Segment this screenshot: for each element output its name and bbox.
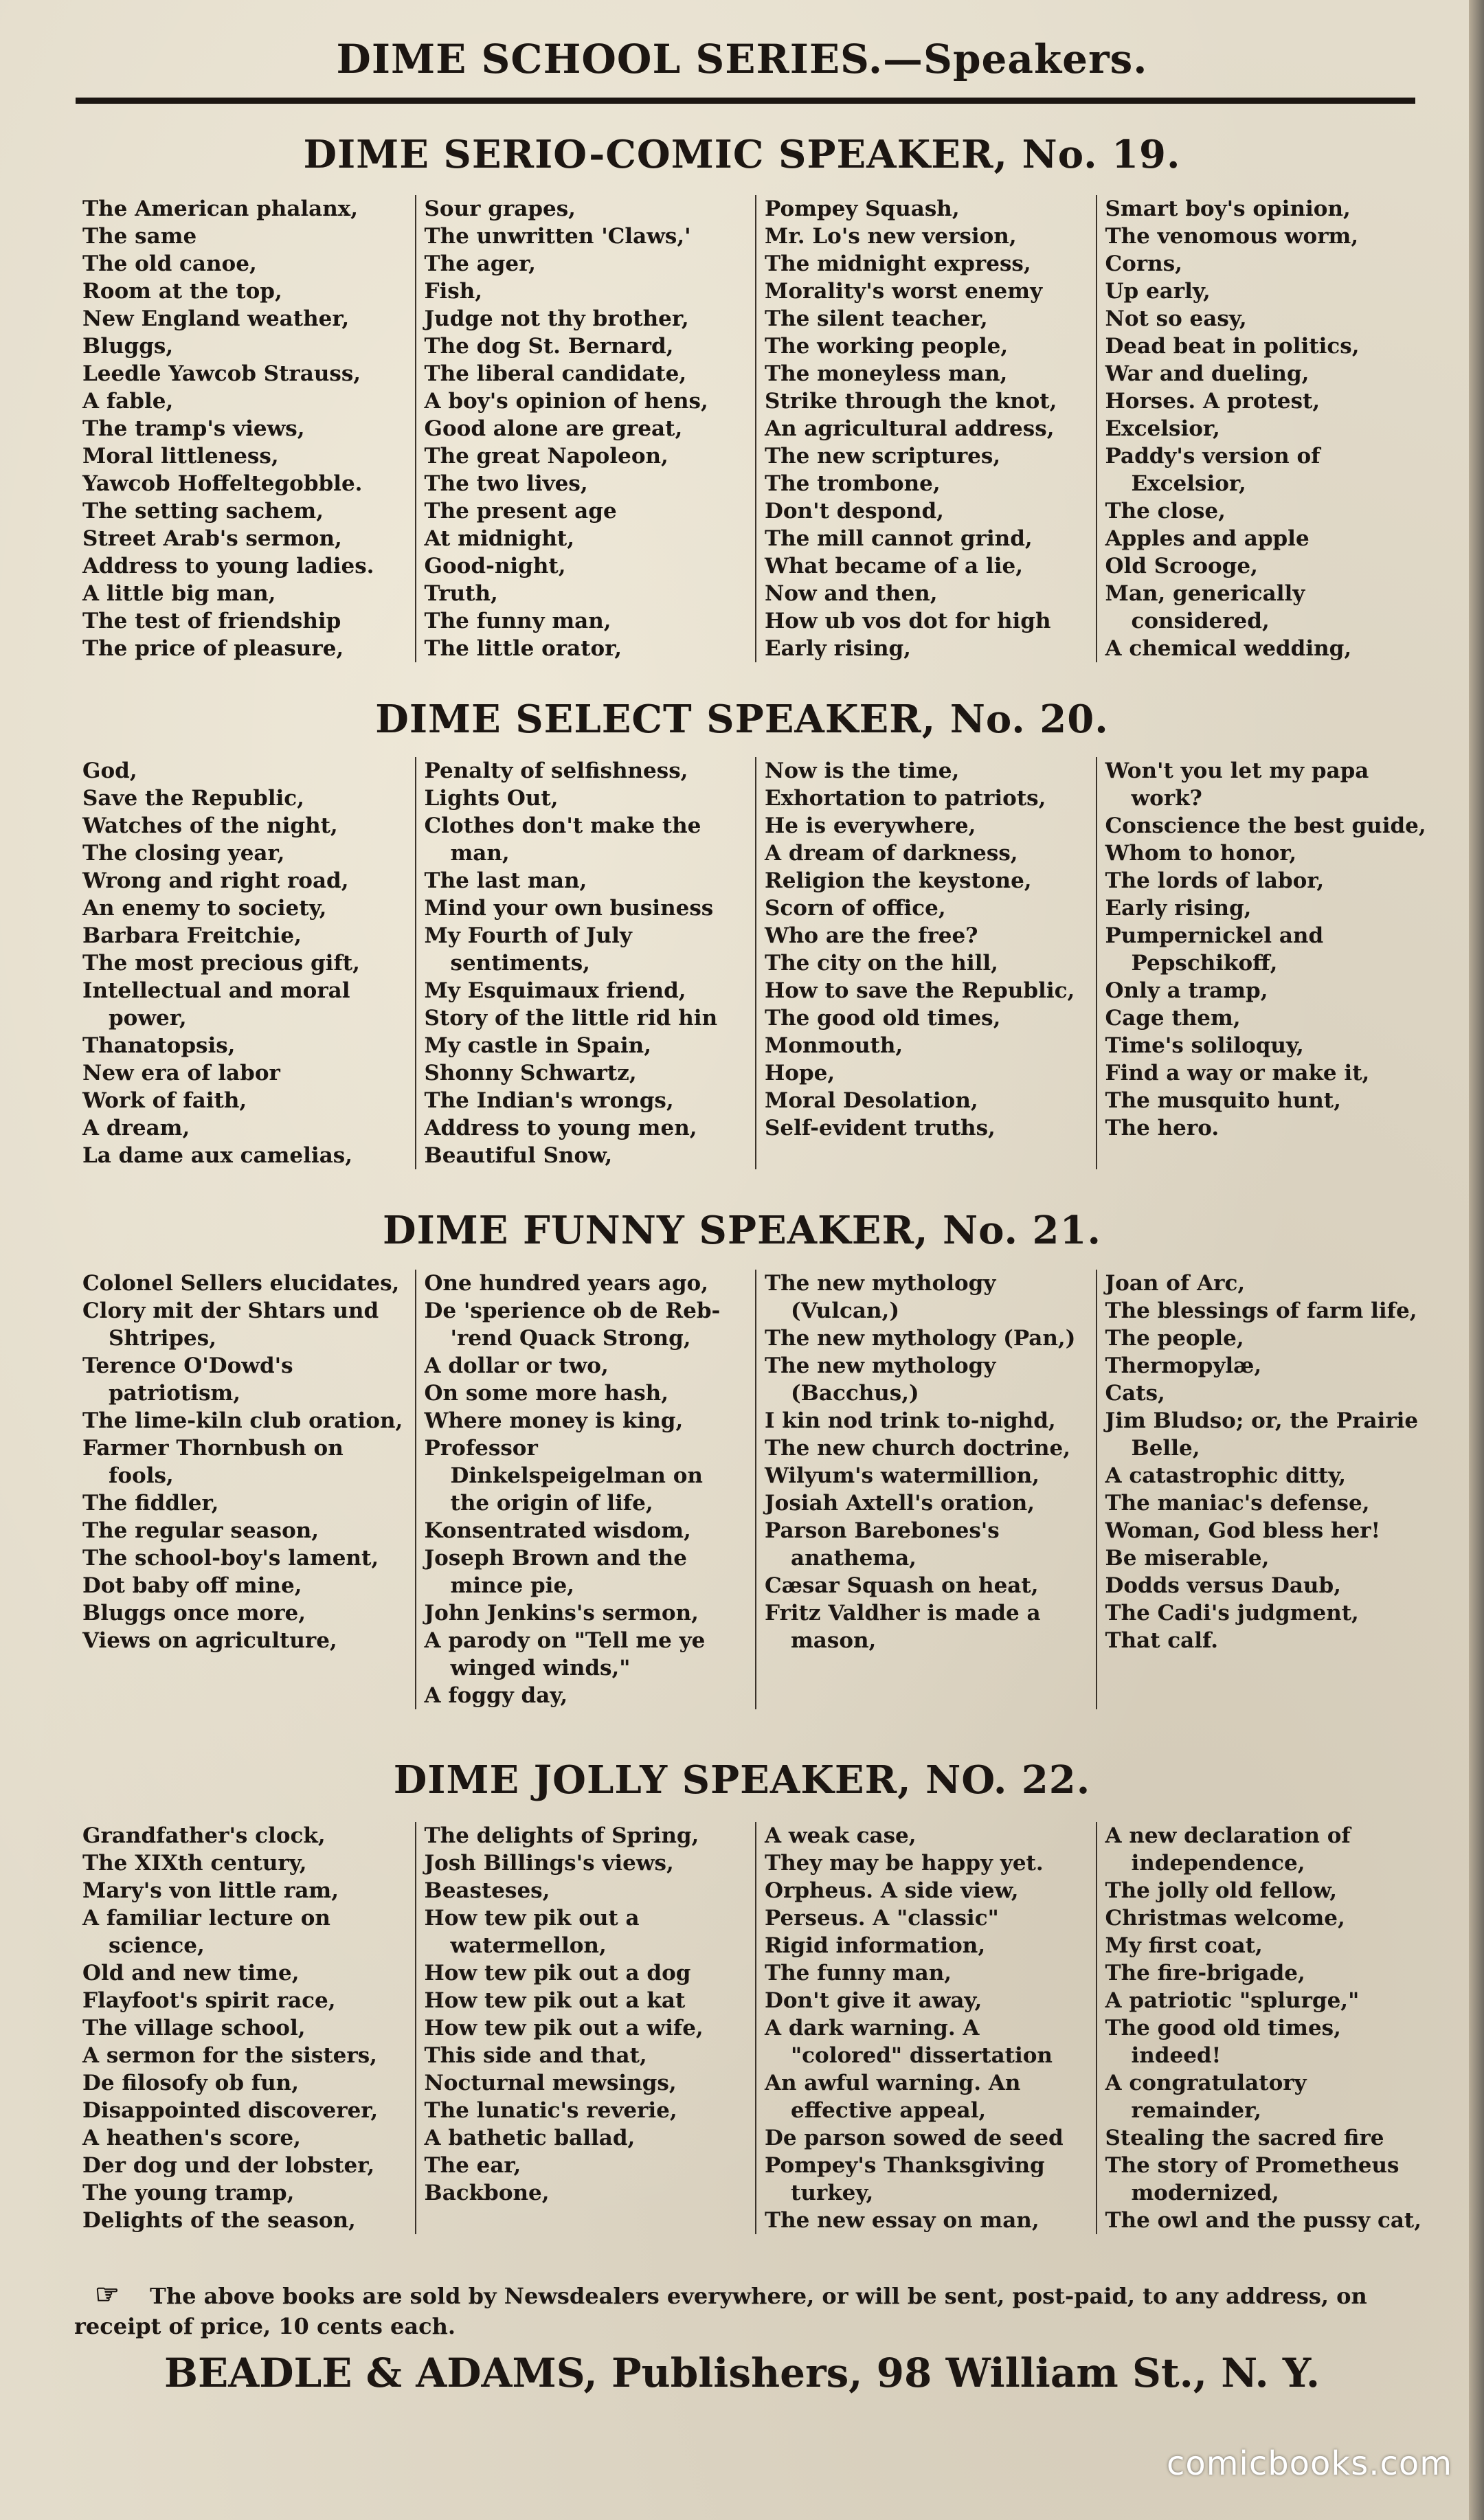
- list-item: A dollar or two,: [424, 1353, 609, 1378]
- list-item: The great Napoleon,: [424, 444, 668, 469]
- series-header: DIME SCHOOL SERIES.—Speakers.: [336, 36, 1148, 82]
- list-item: The little orator,: [424, 636, 622, 661]
- list-item: Shonny Schwartz,: [424, 1061, 637, 1085]
- list-item: Wilyum's watermillion,: [765, 1463, 1039, 1488]
- list-item: The ear,: [424, 2153, 521, 2178]
- list-item: The delights of Spring,: [424, 1823, 699, 1848]
- list-item: Where money is king,: [424, 1408, 684, 1433]
- list-item: Whom to honor,: [1105, 841, 1297, 866]
- list-item: Der dog und der lobster,: [82, 2153, 375, 2178]
- list-item: This side and that,: [424, 2043, 647, 2068]
- list-item: Story of the little rid hin: [424, 1006, 718, 1031]
- section-title-21: DIME FUNNY SPEAKER, No. 21.: [383, 1208, 1101, 1253]
- list-item: How tew pik out a dog: [424, 1961, 691, 1985]
- order-notice-text: The above books are sold by Newsdealers everywhere, or will be sent, post-paid, to any address, on receipt of price, 10 cents each.: [74, 2283, 1367, 2339]
- list-item: A boy's opinion of hens,: [424, 389, 708, 414]
- list-item: The jolly old fellow,: [1105, 1878, 1338, 1903]
- list-item: The two lives,: [424, 471, 588, 496]
- list-item: The old canoe,: [82, 251, 257, 276]
- list-item: De filosofy ob fun,: [82, 2071, 300, 2095]
- list-item: Colonel Sellers elucidates,: [82, 1271, 400, 1296]
- list-item: Beasteses,: [424, 1878, 550, 1903]
- list-item: The new mythology (Bacchus,): [765, 1353, 996, 1406]
- list-item: Terence O'Dowd's patriotism,: [82, 1353, 293, 1406]
- list-item: Dot baby off mine,: [82, 1573, 302, 1598]
- list-item: The price of pleasure,: [82, 636, 344, 661]
- list-item: Dead beat in politics,: [1105, 334, 1360, 359]
- list-item: Up early,: [1105, 279, 1211, 304]
- list-item: An awful warning. An effective appeal,: [765, 2071, 1021, 2123]
- list-item: Clory mit der Shtars und Shtripes,: [82, 1298, 379, 1351]
- list-item: Now is the time,: [765, 758, 960, 783]
- list-item: Don't give it away,: [765, 1988, 982, 2013]
- list-item: Lights Out,: [424, 786, 559, 811]
- list-item: Thanatopsis,: [82, 1033, 236, 1058]
- list-item: My first coat,: [1105, 1933, 1263, 1958]
- list-item: How tew pik out a wife,: [424, 2016, 704, 2040]
- list-item: De 'sperience ob de Reb-'rend Quack Strong,: [424, 1298, 721, 1351]
- list-item: A sermon for the sisters,: [82, 2043, 377, 2068]
- list-item: The maniac's defense,: [1105, 1491, 1370, 1516]
- list-item: Cats,: [1105, 1381, 1165, 1406]
- list-item: The trombone,: [765, 471, 941, 496]
- list-item: The village school,: [82, 2016, 306, 2040]
- list-item: Judge not thy brother,: [424, 306, 689, 331]
- list-item: Mind your own business: [424, 896, 714, 921]
- list-item: The setting sachem,: [82, 499, 324, 524]
- list-item: Barbara Freitchie,: [82, 923, 302, 948]
- section-20-columns: [74, 757, 1436, 1169]
- list-item: Dodds versus Daub,: [1105, 1573, 1341, 1598]
- list-item: A dream,: [82, 1116, 190, 1140]
- section-title-22: DIME JOLLY SPEAKER, NO. 22.: [393, 1757, 1091, 1803]
- section-21-col-4: [1096, 1270, 1437, 1709]
- list-item: Corns,: [1105, 251, 1182, 276]
- section-19-col-2: [415, 195, 756, 662]
- list-item: Disappointed discoverer,: [82, 2098, 379, 2123]
- list-item: Old Scrooge,: [1105, 554, 1258, 578]
- list-item: The new scriptures,: [765, 444, 1001, 469]
- list-item: Beautiful Snow,: [424, 1143, 613, 1168]
- list-item: The Indian's wrongs,: [424, 1088, 674, 1113]
- list-item: The XIXth century,: [82, 1851, 307, 1876]
- list-item: Scorn of office,: [765, 896, 946, 921]
- list-item: Woman, God bless her!: [1105, 1518, 1381, 1543]
- list-item: Grandfather's clock,: [82, 1823, 326, 1848]
- list-item: A catastrophic ditty,: [1105, 1463, 1347, 1488]
- list-item: Apples and apple: [1105, 526, 1309, 551]
- list-item: The people,: [1105, 1326, 1244, 1351]
- list-item: What became of a lie,: [765, 554, 1023, 578]
- header-rule: [76, 98, 1415, 104]
- list-item: The fire-brigade,: [1105, 1961, 1305, 1985]
- list-item: A patriotic "splurge,": [1105, 1988, 1360, 2013]
- list-item: The owl and the pussy cat,: [1105, 2208, 1422, 2233]
- list-item: Don't despond,: [765, 499, 944, 524]
- list-item: Backbone,: [424, 2181, 550, 2205]
- list-item: Truth,: [424, 581, 498, 606]
- section-19-columns: [74, 195, 1436, 662]
- list-item: Parson Barebones's anathema,: [765, 1518, 1000, 1571]
- list-item: Sour grapes,: [424, 196, 576, 221]
- list-item: The working people,: [765, 334, 1009, 359]
- list-item: Farmer Thornbush on fools,: [82, 1436, 344, 1488]
- list-item: Address to young ladies.: [82, 554, 374, 578]
- list-item: The new essay on man,: [765, 2208, 1039, 2233]
- list-item: Cage them,: [1105, 1006, 1241, 1031]
- list-item: Leedle Yawcob Strauss,: [82, 361, 361, 386]
- list-item: La dame aux camelias,: [82, 1143, 353, 1168]
- list-item: Professor Dinkelspeigelman on the origin of life,: [424, 1436, 703, 1516]
- list-item: At midnight,: [424, 526, 575, 551]
- list-item: One hundred years ago,: [424, 1271, 709, 1296]
- list-item: Time's soliloquy,: [1105, 1033, 1304, 1058]
- list-item: Man, generically considered,: [1105, 581, 1305, 633]
- list-item: Konsentrated wisdom,: [424, 1518, 691, 1543]
- list-item: The American phalanx,: [82, 196, 359, 221]
- list-item: The moneyless man,: [765, 361, 1008, 386]
- section-19-col-4: [1096, 195, 1437, 662]
- list-item: The most precious gift,: [82, 951, 360, 976]
- list-item: A chemical wedding,: [1105, 636, 1352, 661]
- section-22-columns: [74, 1822, 1436, 2234]
- list-item: The musquito hunt,: [1105, 1088, 1341, 1113]
- list-item: He is everywhere,: [765, 813, 976, 838]
- list-item: The funny man,: [424, 609, 611, 633]
- list-item: The present age: [424, 499, 617, 524]
- list-item: Views on agriculture,: [82, 1628, 337, 1653]
- list-item: New England weather,: [82, 306, 350, 331]
- section-22-col-2: [415, 1822, 756, 2234]
- list-item: The tramp's views,: [82, 416, 305, 441]
- list-item: The lime-kiln club oration,: [82, 1408, 403, 1433]
- list-item: John Jenkins's sermon,: [424, 1601, 699, 1625]
- list-item: A dream of darkness,: [765, 841, 1018, 866]
- list-item: Morality's worst enemy: [765, 279, 1043, 304]
- order-notice: [74, 2280, 1435, 2341]
- list-item: A weak case,: [765, 1823, 917, 1848]
- list-item: The Cadi's judgment,: [1105, 1601, 1359, 1625]
- list-item: Flayfoot's spirit race,: [82, 1988, 336, 2013]
- list-item: How tew pik out a kat: [424, 1988, 686, 2013]
- list-item: Be miserable,: [1105, 1546, 1270, 1571]
- list-item: The regular season,: [82, 1518, 319, 1543]
- publisher-imprint: BEADLE & ADAMS, Publishers, 98 William St., N. Y.: [164, 2350, 1320, 2396]
- list-item: How tew pik out a watermellon,: [424, 1906, 640, 1958]
- list-item: My castle in Spain,: [424, 1033, 652, 1058]
- list-item: Won't you let my papa work?: [1105, 758, 1369, 811]
- list-item: The ager,: [424, 251, 536, 276]
- list-item: The good old times,: [765, 1006, 1001, 1031]
- list-item: The lunatic's reverie,: [424, 2098, 677, 2123]
- list-item: Yawcob Hoffeltegobble.: [82, 471, 363, 496]
- list-item: Conscience the best guide,: [1105, 813, 1426, 838]
- list-item: Work of faith,: [82, 1088, 247, 1113]
- list-item: Bluggs,: [82, 334, 174, 359]
- section-22-col-3: [755, 1822, 1096, 2234]
- list-item: Hope,: [765, 1061, 835, 1085]
- list-item: Monmouth,: [765, 1033, 903, 1058]
- list-item: The lords of labor,: [1105, 868, 1325, 893]
- list-item: The school-boy's lament,: [82, 1546, 379, 1571]
- list-item: The good old times, indeed!: [1105, 2016, 1341, 2068]
- list-item: The new church doctrine,: [765, 1436, 1071, 1461]
- list-item: Josh Billings's views,: [424, 1851, 674, 1876]
- list-item: Smart boy's opinion,: [1105, 196, 1351, 221]
- section-20-col-4: [1096, 757, 1437, 1169]
- list-item: Nocturnal mewsings,: [424, 2071, 677, 2095]
- list-item: Not so easy,: [1105, 306, 1247, 331]
- list-item: On some more hash,: [424, 1381, 669, 1406]
- list-item: Penalty of selfishness,: [424, 758, 688, 783]
- list-item: An enemy to society,: [82, 896, 327, 921]
- list-item: A familiar lecture on science,: [82, 1906, 330, 1958]
- list-item: How to save the Republic,: [765, 978, 1075, 1003]
- list-item: Room at the top,: [82, 279, 282, 304]
- list-item: The young tramp,: [82, 2181, 295, 2205]
- list-item: Intellectual and moral power,: [82, 978, 350, 1031]
- list-item: Excelsior,: [1105, 416, 1220, 441]
- list-item: Christmas welcome,: [1105, 1906, 1345, 1931]
- list-item: The closing year,: [82, 841, 285, 866]
- list-item: Rigid information,: [765, 1933, 986, 1958]
- list-item: Find a way or make it,: [1105, 1061, 1370, 1085]
- list-item: New era of labor: [82, 1061, 280, 1085]
- list-item: Stealing the sacred fire: [1105, 2126, 1384, 2150]
- list-item: Fish,: [424, 279, 483, 304]
- list-item: Strike through the knot,: [765, 389, 1057, 414]
- list-item: Pumpernickel and Pepschikoff,: [1105, 923, 1324, 976]
- list-item: Perseus. A "classic": [765, 1906, 999, 1931]
- list-item: The liberal candidate,: [424, 361, 687, 386]
- list-item: Clothes don't make the man,: [424, 813, 701, 866]
- section-22-col-4: [1096, 1822, 1437, 2234]
- list-item: The fiddler,: [82, 1491, 219, 1516]
- section-20-col-3: [755, 757, 1096, 1169]
- list-item: The new mythology (Pan,): [765, 1326, 1076, 1351]
- list-item: Jim Bludso; or, the Prairie Belle,: [1105, 1408, 1419, 1461]
- list-item: Religion the keystone,: [765, 868, 1032, 893]
- list-item: Street Arab's sermon,: [82, 526, 342, 551]
- list-item: The test of friendship: [82, 609, 341, 633]
- section-21-col-3: [755, 1270, 1096, 1709]
- list-item: An agricultural address,: [765, 416, 1055, 441]
- list-item: A parody on "Tell me ye winged winds,": [424, 1628, 706, 1680]
- list-item: Mary's von little ram,: [82, 1878, 339, 1903]
- list-item: Self-evident truths,: [765, 1116, 996, 1140]
- list-item: Who are the free?: [765, 923, 978, 948]
- list-item: Joseph Brown and the mince pie,: [424, 1546, 687, 1598]
- list-item: God,: [82, 758, 137, 783]
- list-item: How ub vos dot for high: [765, 609, 1051, 633]
- list-item: A dark warning. A "colored" dissertation: [765, 2016, 1053, 2068]
- list-item: Moral Desolation,: [765, 1088, 978, 1113]
- list-item: Watches of the night,: [82, 813, 338, 838]
- list-item: Early rising,: [1105, 896, 1252, 921]
- list-item: A new declaration of independence,: [1105, 1823, 1351, 1876]
- section-19-col-1: [74, 195, 415, 662]
- list-item: Wrong and right road,: [82, 868, 349, 893]
- list-item: Thermopylæ,: [1105, 1353, 1262, 1378]
- list-item: A bathetic ballad,: [424, 2126, 636, 2150]
- list-item: Save the Republic,: [82, 786, 304, 811]
- section-title-19: DIME SERIO-COMIC SPEAKER, No. 19.: [303, 132, 1181, 177]
- section-19-col-3: [755, 195, 1096, 662]
- section-title-20: DIME SELECT SPEAKER, No. 20.: [375, 697, 1109, 742]
- list-item: The story of Prometheus modernized,: [1105, 2153, 1399, 2205]
- section-21-columns: [74, 1270, 1436, 1709]
- list-item: Orpheus. A side view,: [765, 1878, 1019, 1903]
- list-item: Address to young men,: [424, 1116, 697, 1140]
- section-20-col-2: [415, 757, 756, 1169]
- list-item: The same: [82, 224, 197, 249]
- list-item: A fable,: [82, 389, 174, 414]
- section-21-col-2: [415, 1270, 756, 1709]
- list-item: Horses. A protest,: [1105, 389, 1320, 414]
- list-item: The blessings of farm life,: [1105, 1298, 1417, 1323]
- list-item: My Esquimaux friend,: [424, 978, 686, 1003]
- list-item: The hero.: [1105, 1116, 1219, 1140]
- list-item: War and dueling,: [1105, 361, 1309, 386]
- list-item: Pompey Squash,: [765, 196, 960, 221]
- list-item: The unwritten 'Claws,': [424, 224, 691, 249]
- list-item: Fritz Valdher is made a mason,: [765, 1601, 1041, 1653]
- list-item: De parson sowed de seed: [765, 2126, 1064, 2150]
- list-item: Moral littleness,: [82, 444, 279, 469]
- list-item: Bluggs once more,: [82, 1601, 306, 1625]
- list-item: The new mythology (Vulcan,): [765, 1271, 996, 1323]
- pointing-hand-icon: ☞: [95, 2278, 120, 2310]
- list-item: Mr. Lo's new version,: [765, 224, 1017, 249]
- list-item: Joan of Arc,: [1105, 1271, 1246, 1296]
- list-item: Good-night,: [424, 554, 566, 578]
- list-item: The midnight express,: [765, 251, 1031, 276]
- list-item: Paddy's version of Excelsior,: [1105, 444, 1320, 496]
- section-20-col-1: [74, 757, 415, 1169]
- list-item: The dog St. Bernard,: [424, 334, 674, 359]
- list-item: The mill cannot grind,: [765, 526, 1033, 551]
- list-item: That calf.: [1105, 1628, 1219, 1653]
- section-22-col-1: [74, 1822, 415, 2234]
- list-item: A congratulatory remainder,: [1105, 2071, 1307, 2123]
- list-item: Josiah Axtell's oration,: [765, 1491, 1035, 1516]
- list-item: The close,: [1105, 499, 1226, 524]
- list-item: Delights of the season,: [82, 2208, 356, 2233]
- list-item: Cæsar Squash on heat,: [765, 1573, 1039, 1598]
- section-21-col-1: [74, 1270, 415, 1709]
- list-item: Pompey's Thanksgiving turkey,: [765, 2153, 1045, 2205]
- list-item: Only a tramp,: [1105, 978, 1268, 1003]
- list-item: The venomous worm,: [1105, 224, 1359, 249]
- list-item: Exhortation to patriots,: [765, 786, 1046, 811]
- site-watermark: comicbooks.com: [1166, 2444, 1452, 2483]
- list-item: They may be happy yet.: [765, 1851, 1044, 1876]
- list-item: A little big man,: [82, 581, 276, 606]
- page-edge-shadow: [1469, 0, 1484, 2520]
- list-item: The last man,: [424, 868, 587, 893]
- list-item: A heathen's score,: [82, 2126, 301, 2150]
- list-item: The city on the hill,: [765, 951, 998, 976]
- list-item: Early rising,: [765, 636, 911, 661]
- list-item: The silent teacher,: [765, 306, 988, 331]
- list-item: A foggy day,: [424, 1683, 568, 1708]
- list-item: Now and then,: [765, 581, 938, 606]
- list-item: Good alone are great,: [424, 416, 683, 441]
- list-item: Old and new time,: [82, 1961, 300, 1985]
- list-item: The funny man,: [765, 1961, 952, 1985]
- list-item: I kin nod trink to-nighd,: [765, 1408, 1056, 1433]
- list-item: My Fourth of July sentiments,: [424, 923, 632, 976]
